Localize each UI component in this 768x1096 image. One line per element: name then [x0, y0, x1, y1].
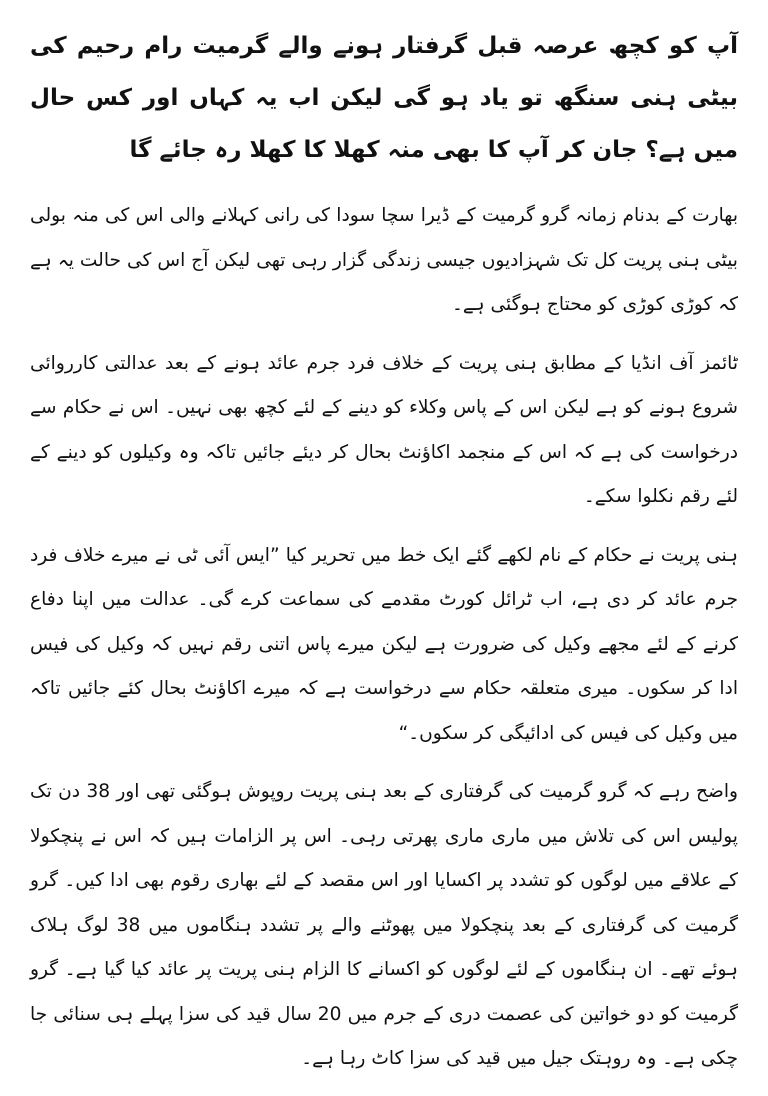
- article-paragraph-4: واضح رہے کہ گرو گرمیت کی گرفتاری کے بعد ہنی پریت روپوش ہوگئی تھی اور 38 دن تک پولیس اس کی تلاش میں ماری ماری پھرتی رہی۔ اس پر الزامات ہیں کہ اس نے پنچکولا کے علاقے میں لوگوں کو تشدد پر اکسایا اور اس مقصد کے لئے بھاری رقوم بھی ادا کیں۔ گرو گرمیت کی گرفتاری کے بعد پنچکولا میں پھوٹنے والے پر تشدد ہنگاموں میں 38 لوگ ہلاک ہوئے تھے۔ ان ہنگاموں کے لئے لوگوں کو اکسانے کا الزام ہنی پریت پر عائد کیا گیا ہے۔ گرو گرمیت کو دو خواتین کی عصمت دری کے جرم میں 20 سال قید کی سزا پہلے ہی سنائی جا چکی ہے۔ وہ روہتک جیل میں قید کی سزا کاٹ رہا ہے۔: [30, 781, 738, 1069]
- article-paragraph-1: بھارت کے بدنام زمانہ گرو گرمیت کے ڈیرا سچا سودا کی رانی کہلانے والی اس کی منہ بولی بیٹی ہنی پریت کل تک شہزادیوں جیسی زندگی گزار رہی تھی لیکن آج اس کی حالت یہ ہے کہ کوڑی کوڑی کو محتاج ہوگئی ہے۔: [30, 205, 738, 315]
- article-paragraph-2: ٹائمز آف انڈیا کے مطابق ہنی پریت کے خلاف فرد جرم عائد ہونے کے بعد عدالتی کارروائی شروع ہونے کو ہے لیکن اس کے پاس وکلاء کو دینے کے لئے کچھ بھی نہیں۔ اس نے حکام سے درخواست کی ہے کہ اس کے منجمد اکاؤنٹ بحال کر دیئے جائیں تاکہ وہ وکیلوں کو دینے کے لئے رقم نکلوا سکے۔: [30, 352, 738, 507]
- article-headline: آپ کو کچھ عرصہ قبل گرفتار ہونے والے گرمیت رام رحیم کی بیٹی ہنی سنگھ تو یاد ہو گی لیکن اب یہ کہاں اور کس حال میں ہے؟ جان کر آپ کا بھی منہ کھلا کا کھلا رہ جائے گا: [30, 33, 738, 163]
- article-paragraph-3: ہنی پریت نے حکام کے نام لکھے گئے ایک خط میں تحریر کیا ”ایس آئی ٹی نے میرے خلاف فرد جرم عائد کر دی ہے، اب ٹرائل کورٹ مقدمے کی سماعت کرے گی۔ عدالت میں اپنا دفاع کرنے کے لئے مجھے وکیل کی ضرورت ہے لیکن میرے پاس اتنی رقم نہیں کہ وکیل کی فیس ادا کر سکوں۔ میری متعلقہ حکام سے درخواست ہے کہ میرے اکاؤنٹ بحال کئے جائیں تاکہ میں وکیل کی فیس کی ادائیگی کر سکوں۔“: [30, 544, 738, 744]
